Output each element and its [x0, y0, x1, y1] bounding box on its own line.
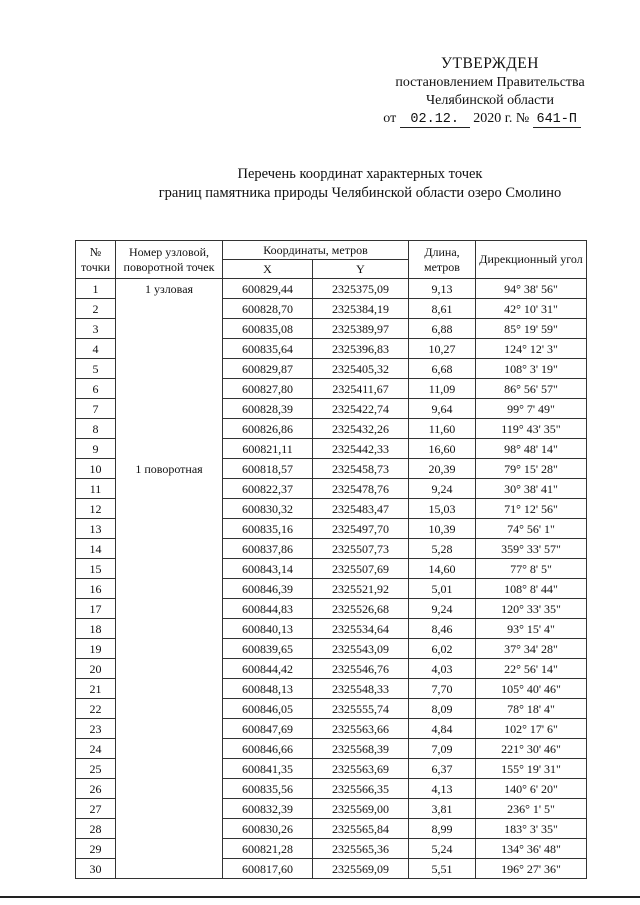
table-row — [76, 559, 587, 579]
approval-stamp — [380, 54, 600, 128]
cell-x: 600844,42 — [223, 659, 313, 679]
cell-point-number: 28 — [76, 819, 116, 839]
cell-y: 2325507,69 — [313, 559, 409, 579]
cell-length: 5,28 — [409, 539, 476, 559]
cell-node-type: 1 поворотная — [116, 459, 223, 479]
cell-point-number: 21 — [76, 679, 116, 699]
table-row — [76, 799, 587, 819]
cell-angle: 155° 19' 31" — [476, 759, 587, 779]
cell-length: 4,03 — [409, 659, 476, 679]
cell-point-number: 16 — [76, 579, 116, 599]
table-row — [76, 859, 587, 879]
cell-length: 15,03 — [409, 499, 476, 519]
cell-y: 2325569,09 — [313, 859, 409, 879]
cell-angle: 98° 48' 14" — [476, 439, 587, 459]
cell-length: 9,64 — [409, 399, 476, 419]
approval-year: 2020 г. № — [473, 111, 530, 126]
cell-x: 600846,66 — [223, 739, 313, 759]
cell-node-type — [116, 699, 223, 719]
cell-length: 10,39 — [409, 519, 476, 539]
cell-y: 2325546,76 — [313, 659, 409, 679]
table-row — [76, 299, 587, 319]
table-row — [76, 439, 587, 459]
cell-point-number: 15 — [76, 559, 116, 579]
table-row — [76, 399, 587, 419]
table-row — [76, 339, 587, 359]
cell-angle: 74° 56' 1" — [476, 519, 587, 539]
cell-node-type — [116, 859, 223, 879]
cell-angle: 94° 38' 56" — [476, 279, 587, 299]
cell-y: 2325565,36 — [313, 839, 409, 859]
cell-node-type — [116, 319, 223, 339]
cell-point-number: 7 — [76, 399, 116, 419]
cell-node-type — [116, 299, 223, 319]
cell-length: 8,46 — [409, 619, 476, 639]
table-row — [76, 659, 587, 679]
cell-length: 6,68 — [409, 359, 476, 379]
cell-node-type — [116, 379, 223, 399]
cell-x: 600835,56 — [223, 779, 313, 799]
cell-y: 2325555,74 — [313, 699, 409, 719]
cell-point-number: 19 — [76, 639, 116, 659]
cell-node-type — [116, 579, 223, 599]
cell-x: 600840,13 — [223, 619, 313, 639]
cell-x: 600835,64 — [223, 339, 313, 359]
header-angle: Дирекционный угол — [476, 241, 587, 279]
cell-x: 600844,83 — [223, 599, 313, 619]
cell-point-number: 14 — [76, 539, 116, 559]
cell-length: 9,24 — [409, 599, 476, 619]
cell-node-type — [116, 839, 223, 859]
cell-point-number: 22 — [76, 699, 116, 719]
document-title — [60, 165, 640, 203]
cell-angle: 86° 56' 57" — [476, 379, 587, 399]
cell-node-type — [116, 679, 223, 699]
document-title-line2: границ памятника природы Челябинской области озеро Смолино — [158, 185, 562, 201]
cell-x: 600837,86 — [223, 539, 313, 559]
approval-number: 641-П — [533, 113, 581, 128]
cell-length: 7,70 — [409, 679, 476, 699]
document-title-line1: Перечень координат характерных точек — [237, 166, 483, 182]
cell-point-number: 11 — [76, 479, 116, 499]
table-row — [76, 699, 587, 719]
table-row — [76, 319, 587, 339]
cell-x: 600822,37 — [223, 479, 313, 499]
cell-length: 11,60 — [409, 419, 476, 439]
table-row — [76, 499, 587, 519]
cell-angle: 37° 34' 28" — [476, 639, 587, 659]
cell-angle: 140° 6' 20" — [476, 779, 587, 799]
cell-y: 2325548,33 — [313, 679, 409, 699]
table-row — [76, 839, 587, 859]
cell-node-type — [116, 439, 223, 459]
table-row — [76, 739, 587, 759]
cell-y: 2325566,35 — [313, 779, 409, 799]
table-row — [76, 519, 587, 539]
cell-node-type — [116, 599, 223, 619]
cell-point-number: 1 — [76, 279, 116, 299]
cell-angle: 85° 19' 59" — [476, 319, 587, 339]
cell-angle: 102° 17' 6" — [476, 719, 587, 739]
cell-length: 16,60 — [409, 439, 476, 459]
table-row — [76, 379, 587, 399]
cell-x: 600846,39 — [223, 579, 313, 599]
cell-node-type — [116, 519, 223, 539]
cell-point-number: 25 — [76, 759, 116, 779]
cell-length: 8,99 — [409, 819, 476, 839]
cell-node-type — [116, 819, 223, 839]
cell-length: 9,24 — [409, 479, 476, 499]
cell-node-type — [116, 779, 223, 799]
approval-line2: Челябинской области — [426, 93, 554, 108]
cell-node-type — [116, 339, 223, 359]
cell-length: 5,01 — [409, 579, 476, 599]
cell-y: 2325526,68 — [313, 599, 409, 619]
cell-node-type — [116, 639, 223, 659]
cell-x: 600843,14 — [223, 559, 313, 579]
cell-angle: 196° 27' 36" — [476, 859, 587, 879]
cell-node-type — [116, 659, 223, 679]
table-row — [76, 539, 587, 559]
cell-length: 11,09 — [409, 379, 476, 399]
cell-node-type — [116, 759, 223, 779]
cell-y: 2325411,67 — [313, 379, 409, 399]
header-coordinates: Координаты, метров — [223, 241, 409, 260]
cell-length: 9,13 — [409, 279, 476, 299]
cell-y: 2325563,69 — [313, 759, 409, 779]
cell-angle: 120° 33' 35" — [476, 599, 587, 619]
table-row — [76, 479, 587, 499]
cell-angle: 79° 15' 28" — [476, 459, 587, 479]
cell-node-type — [116, 719, 223, 739]
cell-y: 2325442,33 — [313, 439, 409, 459]
cell-length: 20,39 — [409, 459, 476, 479]
cell-point-number: 27 — [76, 799, 116, 819]
cell-point-number: 20 — [76, 659, 116, 679]
cell-point-number: 18 — [76, 619, 116, 639]
cell-x: 600828,70 — [223, 299, 313, 319]
cell-x: 600827,80 — [223, 379, 313, 399]
cell-length: 14,60 — [409, 559, 476, 579]
table-row — [76, 759, 587, 779]
cell-x: 600835,08 — [223, 319, 313, 339]
cell-length: 4,13 — [409, 779, 476, 799]
cell-angle: 71° 12' 56" — [476, 499, 587, 519]
cell-x: 600846,05 — [223, 699, 313, 719]
cell-angle: 99° 7' 49" — [476, 399, 587, 419]
table-row — [76, 719, 587, 739]
cell-angle: 108° 3' 19" — [476, 359, 587, 379]
cell-angle: 108° 8' 44" — [476, 579, 587, 599]
cell-y: 2325375,09 — [313, 279, 409, 299]
cell-angle: 93° 15' 4" — [476, 619, 587, 639]
cell-y: 2325478,76 — [313, 479, 409, 499]
cell-y: 2325507,73 — [313, 539, 409, 559]
cell-node-type — [116, 359, 223, 379]
cell-point-number: 4 — [76, 339, 116, 359]
cell-x: 600817,60 — [223, 859, 313, 879]
cell-point-number: 3 — [76, 319, 116, 339]
cell-angle: 236° 1' 5" — [476, 799, 587, 819]
cell-x: 600829,44 — [223, 279, 313, 299]
cell-x: 600821,28 — [223, 839, 313, 859]
table-row — [76, 679, 587, 699]
cell-point-number: 6 — [76, 379, 116, 399]
table-row — [76, 619, 587, 639]
cell-point-number: 8 — [76, 419, 116, 439]
cell-y: 2325497,70 — [313, 519, 409, 539]
cell-length: 6,37 — [409, 759, 476, 779]
table-row — [76, 639, 587, 659]
cell-x: 600835,16 — [223, 519, 313, 539]
cell-node-type — [116, 799, 223, 819]
cell-y: 2325384,19 — [313, 299, 409, 319]
cell-y: 2325458,73 — [313, 459, 409, 479]
cell-node-type: 1 узловая — [116, 279, 223, 299]
cell-x: 600830,26 — [223, 819, 313, 839]
cell-point-number: 2 — [76, 299, 116, 319]
cell-y: 2325396,83 — [313, 339, 409, 359]
cell-point-number: 10 — [76, 459, 116, 479]
table-row — [76, 459, 587, 479]
cell-point-number: 26 — [76, 779, 116, 799]
cell-length: 6,88 — [409, 319, 476, 339]
cell-y: 2325534,64 — [313, 619, 409, 639]
cell-angle: 134° 36' 48" — [476, 839, 587, 859]
cell-node-type — [116, 539, 223, 559]
table-row — [76, 599, 587, 619]
cell-y: 2325389,97 — [313, 319, 409, 339]
cell-angle: 78° 18' 4" — [476, 699, 587, 719]
cell-x: 600828,39 — [223, 399, 313, 419]
cell-y: 2325483,47 — [313, 499, 409, 519]
table-row — [76, 359, 587, 379]
cell-point-number: 13 — [76, 519, 116, 539]
cell-length: 4,84 — [409, 719, 476, 739]
cell-y: 2325432,26 — [313, 419, 409, 439]
cell-point-number: 30 — [76, 859, 116, 879]
cell-x: 600829,87 — [223, 359, 313, 379]
cell-angle: 183° 3' 35" — [476, 819, 587, 839]
cell-length: 7,09 — [409, 739, 476, 759]
cell-y: 2325563,66 — [313, 719, 409, 739]
cell-x: 600848,13 — [223, 679, 313, 699]
cell-angle: 359° 33' 57" — [476, 539, 587, 559]
cell-y: 2325543,09 — [313, 639, 409, 659]
cell-node-type — [116, 499, 223, 519]
cell-x: 600821,11 — [223, 439, 313, 459]
table-row — [76, 279, 587, 299]
header-node-number: Номер узловой, поворотной точек — [116, 241, 223, 279]
cell-length: 8,09 — [409, 699, 476, 719]
cell-point-number: 5 — [76, 359, 116, 379]
approval-prefix: от — [383, 111, 397, 126]
approval-line1: постановлением Правительства — [395, 75, 585, 90]
cell-angle: 221° 30' 46" — [476, 739, 587, 759]
cell-length: 5,51 — [409, 859, 476, 879]
cell-angle: 22° 56' 14" — [476, 659, 587, 679]
table-row — [76, 779, 587, 799]
cell-x: 600847,69 — [223, 719, 313, 739]
cell-node-type — [116, 419, 223, 439]
cell-angle: 77° 8' 5" — [476, 559, 587, 579]
table-row — [76, 419, 587, 439]
cell-point-number: 24 — [76, 739, 116, 759]
table-row — [76, 819, 587, 839]
cell-point-number: 9 — [76, 439, 116, 459]
table-row — [76, 579, 587, 599]
cell-angle: 105° 40' 46" — [476, 679, 587, 699]
cell-angle: 30° 38' 41" — [476, 479, 587, 499]
cell-point-number: 29 — [76, 839, 116, 859]
header-x: X — [223, 260, 313, 279]
approval-date: 02.12. — [400, 113, 470, 128]
approval-title: УТВЕРЖДЕН — [441, 55, 539, 72]
cell-node-type — [116, 479, 223, 499]
cell-y: 2325565,84 — [313, 819, 409, 839]
cell-length: 3,81 — [409, 799, 476, 819]
coordinates-table — [75, 240, 587, 879]
cell-point-number: 17 — [76, 599, 116, 619]
cell-angle: 119° 43' 35" — [476, 419, 587, 439]
header-point-number: № точки — [76, 241, 116, 279]
cell-point-number: 12 — [76, 499, 116, 519]
cell-x: 600830,32 — [223, 499, 313, 519]
cell-node-type — [116, 619, 223, 639]
cell-y: 2325405,32 — [313, 359, 409, 379]
cell-y: 2325568,39 — [313, 739, 409, 759]
cell-y: 2325569,00 — [313, 799, 409, 819]
cell-y: 2325422,74 — [313, 399, 409, 419]
cell-x: 600818,57 — [223, 459, 313, 479]
table-body — [76, 279, 587, 879]
cell-x: 600832,39 — [223, 799, 313, 819]
header-length: Длина, метров — [409, 241, 476, 279]
cell-length: 10,27 — [409, 339, 476, 359]
cell-x: 600826,86 — [223, 419, 313, 439]
cell-length: 6,02 — [409, 639, 476, 659]
cell-x: 600841,35 — [223, 759, 313, 779]
cell-angle: 42° 10' 31" — [476, 299, 587, 319]
cell-x: 600839,65 — [223, 639, 313, 659]
page-bottom-rule — [0, 896, 640, 898]
cell-point-number: 23 — [76, 719, 116, 739]
cell-node-type — [116, 399, 223, 419]
cell-length: 8,61 — [409, 299, 476, 319]
cell-y: 2325521,92 — [313, 579, 409, 599]
cell-node-type — [116, 739, 223, 759]
header-y: Y — [313, 260, 409, 279]
cell-length: 5,24 — [409, 839, 476, 859]
approval-date-line — [372, 110, 592, 128]
cell-angle: 124° 12' 3" — [476, 339, 587, 359]
cell-node-type — [116, 559, 223, 579]
